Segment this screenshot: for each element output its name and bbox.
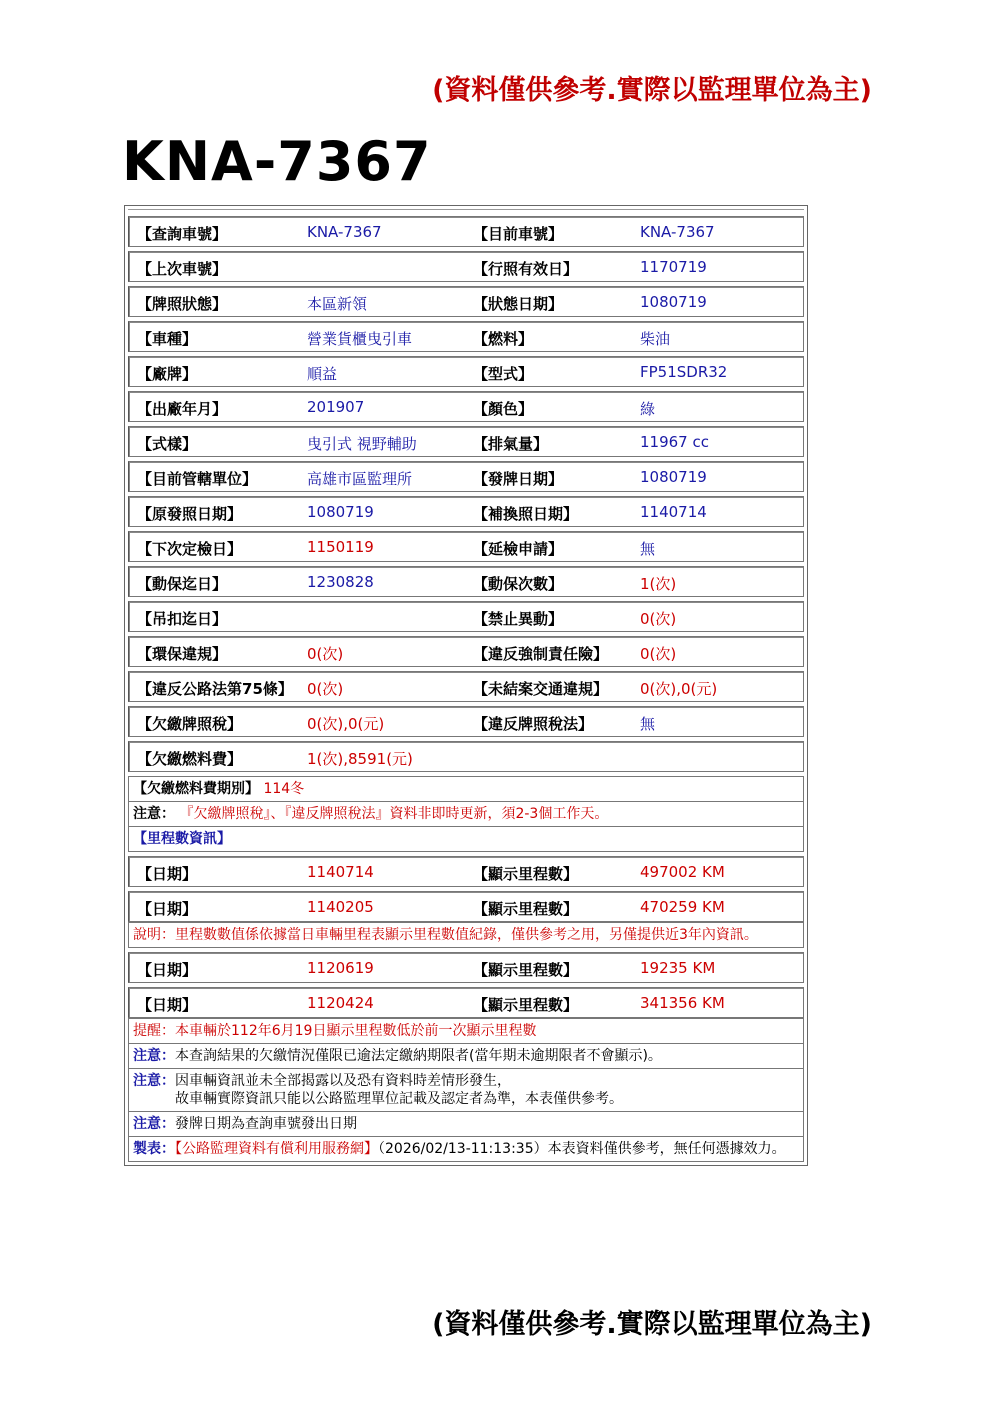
field-value: 本區新領 — [307, 295, 368, 313]
field-label: 【未結案交通違規】 — [473, 680, 609, 698]
table-row — [128, 566, 804, 597]
field-label: 【違反牌照稅法】 — [473, 715, 594, 733]
field-label: 【違反公路法第75條】 — [137, 680, 293, 698]
field-label: 【日期】 — [137, 996, 198, 1014]
field-label: 【欠繳牌照稅】 — [137, 715, 243, 733]
table-row — [128, 952, 804, 983]
field-value: 無 — [640, 540, 656, 558]
tax-note-title: 注意： — [133, 806, 175, 822]
field-label: 【違反強制責任險】 — [473, 645, 609, 663]
table-row — [128, 636, 804, 667]
table-row — [128, 856, 804, 887]
fuel-period-label: 【欠繳燃料費期別】 — [133, 781, 259, 797]
field-value: 高雄市區監理所 — [307, 470, 413, 488]
field-value: 0(次) — [307, 645, 344, 663]
field-label: 【禁止異動】 — [473, 610, 564, 628]
field-value: KNA-7367 — [640, 223, 715, 241]
field-label: 【上次車號】 — [137, 260, 228, 278]
field-value: 0(次),0(元) — [640, 680, 718, 698]
note3-title: 注意： — [133, 1116, 175, 1132]
fuel-period-value: 114冬 — [263, 781, 305, 797]
table-row — [128, 741, 804, 772]
field-label: 【目前車號】 — [473, 225, 564, 243]
field-value: 曳引式 視野輔助 — [307, 435, 417, 453]
table-row — [128, 671, 804, 702]
table-row — [128, 706, 804, 737]
field-label: 【目前管轄單位】 — [137, 470, 258, 488]
field-label: 【延檢申請】 — [473, 540, 564, 558]
field-label: 【日期】 — [137, 900, 198, 918]
table-row — [128, 426, 804, 457]
fuel-period-row — [128, 776, 804, 802]
field-label: 【廠牌】 — [137, 365, 198, 383]
field-label: 【型式】 — [473, 365, 534, 383]
table-row — [128, 251, 804, 282]
table-row — [128, 216, 804, 247]
footer-text: （2026/02/13-11:13:35）本表資料僅供參考，無任何憑據效力。 — [378, 1141, 786, 1157]
field-label: 【原發照日期】 — [137, 505, 243, 523]
field-value: 0(次) — [640, 645, 677, 663]
field-label: 【發牌日期】 — [473, 470, 564, 488]
field-value: 1140714 — [307, 863, 374, 881]
field-label: 【顯示里程數】 — [473, 865, 579, 883]
disclaimer-top: (資料僅供參考.實際以監理單位為主) — [432, 75, 872, 106]
field-value: 1150119 — [307, 538, 374, 556]
note1-row — [128, 1044, 804, 1069]
field-value: 1170719 — [640, 258, 707, 276]
field-value: 1120619 — [307, 959, 374, 977]
field-label: 【環保違規】 — [137, 645, 228, 663]
field-value: 1080719 — [640, 468, 707, 486]
field-value: 201907 — [307, 398, 365, 416]
field-value: 1230828 — [307, 573, 374, 591]
field-label: 【顏色】 — [473, 400, 534, 418]
field-value: 19235 KM — [640, 959, 716, 977]
reminder-row — [128, 1018, 804, 1044]
field-value: FP51SDR32 — [640, 363, 728, 381]
table-row — [128, 987, 804, 1018]
table-row — [128, 496, 804, 527]
field-value: KNA-7367 — [307, 223, 382, 241]
field-label: 【出廠年月】 — [137, 400, 228, 418]
footer-link[interactable]: 【公路監理資料有償利用服務網】 — [175, 1141, 378, 1157]
field-label: 【顯示里程數】 — [473, 996, 579, 1014]
field-label: 【狀態日期】 — [473, 295, 564, 313]
note2-line1: 因車輛資訊並未全部揭露以及恐有資料時差情形發生， — [175, 1073, 511, 1089]
note3-text: 發牌日期為查詢車號發出日期 — [175, 1116, 357, 1132]
field-value: 0(次) — [640, 610, 677, 628]
table-top-border — [128, 209, 804, 216]
field-value: 341356 KM — [640, 994, 725, 1012]
field-value: 1080719 — [307, 503, 374, 521]
field-value: 順益 — [307, 365, 338, 383]
disclaimer-bottom: (資料僅供參考.實際以監理單位為主) — [432, 1309, 872, 1340]
table-row — [128, 356, 804, 387]
field-label: 【顯示里程數】 — [473, 900, 579, 918]
field-label: 【排氣量】 — [473, 435, 549, 453]
field-value: 0(次),0(元) — [307, 715, 385, 733]
field-value: 營業貨櫃曳引車 — [307, 330, 413, 348]
field-label: 【牌照狀態】 — [137, 295, 228, 313]
table-row — [128, 531, 804, 562]
field-value: 0(次) — [307, 680, 344, 698]
field-label: 【下次定檢日】 — [137, 540, 243, 558]
field-label: 【日期】 — [137, 865, 198, 883]
note2-line2: 故車輛實際資訊只能以公路監理單位記載及認定者為準，本表僅供參考。 — [175, 1091, 623, 1107]
note2-title: 注意： — [133, 1073, 175, 1089]
note1-text: 本查詢結果的欠繳情況僅限已逾法定繳納期限者(當年期未逾期限者不會顯示)。 — [175, 1048, 662, 1064]
table-row — [128, 321, 804, 352]
field-value: 1(次),8591(元) — [307, 750, 413, 768]
table-row — [128, 391, 804, 422]
field-value: 1120424 — [307, 994, 374, 1012]
mileage-note: 說明：里程數數值係依據當日車輛里程表顯示里程數值紀錄，僅供參考之用，另僅提供近3年內資訊。 — [133, 927, 758, 943]
field-value: 1140714 — [640, 503, 707, 521]
field-label: 【式樣】 — [137, 435, 198, 453]
table-row — [128, 286, 804, 317]
field-label: 【車種】 — [137, 330, 198, 348]
note3-row — [128, 1112, 804, 1137]
tax-note-text: 『欠繳牌照稅』、『違反牌照稅法』資料非即時更新，須2-3個工作天。 — [179, 806, 609, 822]
field-label: 【吊扣迄日】 — [137, 610, 228, 628]
field-label: 【動保次數】 — [473, 575, 564, 593]
field-label: 【日期】 — [137, 961, 198, 979]
table-row — [128, 601, 804, 632]
field-label: 【補換照日期】 — [473, 505, 579, 523]
mileage-note-row — [128, 922, 804, 948]
field-value: 470259 KM — [640, 898, 725, 916]
field-value: 1140205 — [307, 898, 374, 916]
tax-note-row — [128, 802, 804, 827]
footer-row — [128, 1137, 804, 1162]
table-row — [128, 891, 804, 922]
field-label: 【欠繳燃料費】 — [137, 750, 243, 768]
field-value: 11967 cc — [640, 433, 709, 451]
field-value: 1(次) — [640, 575, 677, 593]
field-label: 【查詢車號】 — [137, 225, 228, 243]
field-label: 【行照有效日】 — [473, 260, 579, 278]
field-value: 1080719 — [640, 293, 707, 311]
field-value: 497002 KM — [640, 863, 725, 881]
reminder-text: 提醒：本車輛於112年6月19日顯示里程數低於前一次顯示里程數 — [133, 1023, 537, 1039]
field-value: 柴油 — [640, 330, 671, 348]
plate-number-title: KNA-7367 — [122, 130, 432, 193]
note1-title: 注意： — [133, 1048, 175, 1064]
field-value: 無 — [640, 715, 656, 733]
field-label: 【燃料】 — [473, 330, 534, 348]
mileage-header-row — [128, 827, 804, 852]
table-row — [128, 461, 804, 492]
field-value: 綠 — [640, 400, 656, 418]
note2-row — [128, 1069, 804, 1112]
vehicle-info-table — [124, 205, 808, 1166]
field-label: 【顯示里程數】 — [473, 961, 579, 979]
mileage-header: 【里程數資訊】 — [133, 831, 231, 847]
footer-title: 製表： — [133, 1141, 175, 1157]
field-label: 【動保迄日】 — [137, 575, 228, 593]
